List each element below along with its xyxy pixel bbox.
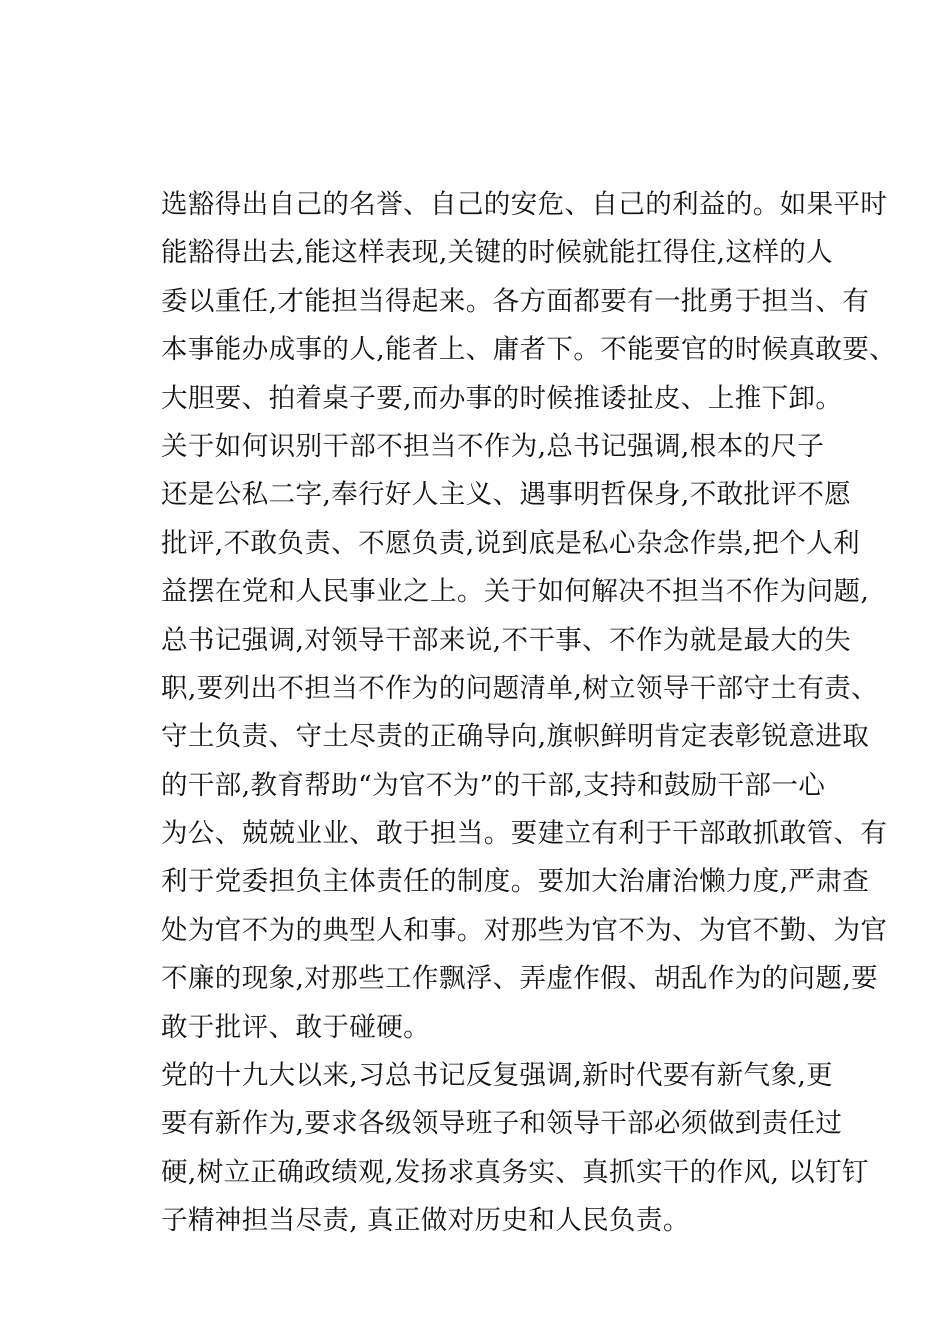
text-line: 本事能办成事的人,能者上、庸者下。不能要官的时候真敢要、 [161,334,897,366]
text-line: 大胆要、拍着桌子要,而办事的时候推诿扯皮、上推下卸。 [161,382,843,414]
paragraph [161,181,897,423]
text-line: 益摆在党和人民事业之上。关于如何解决不担当不作为问题, [161,576,870,608]
paragraph [161,423,888,1052]
text-line: 为公、兢兢业业、敢于担当。要建立有利于干部敢抓敢管、有 [161,818,888,850]
text-line: 处为官不为的典型人和事。对那些为官不为、为官不勤、为官 [161,914,888,946]
text-line: 关于如何识别干部不担当不作为,总书记强调,根本的尺子 [161,430,825,462]
document-body [161,181,897,1246]
text-line: 子精神担当尽责, 真正做对历史和人民负责。 [161,1205,690,1237]
text-line: 党的十九大以来,习总书记反复强调,新时代要有新气象,更 [161,1060,834,1092]
text-line: 守土负责、守土尽责的正确导向,旗帜鲜明肯定表彰锐意进取 [161,721,870,753]
text-line: 委以重任,才能担当得起来。各方面都要有一批勇于担当、有 [161,285,870,317]
text-line: 还是公私二字,奉行好人主义、遇事明哲保身,不敢批评不愿 [161,479,852,511]
text-line: 硬,树立正确政绩观,发扬求真务实、真抓实干的作风, 以钉钉 [161,1156,869,1188]
text-line: 敢于批评、敢于碰硬。 [161,1011,430,1043]
text-line: 要有新作为,要求各级领导班子和领导干部必须做到责任过 [161,1108,843,1140]
text-line: 不廉的现象,对那些工作飘浮、弄虚作假、胡乱作为的问题,要 [161,963,879,995]
text-line: 选豁得出自己的名誉、自己的安危、自己的利益的。如果平时 [161,189,888,220]
text-line: 职,要列出不担当不作为的问题清单,树立领导干部守土有责、 [161,672,879,704]
paragraph [161,1052,869,1246]
text-line: 利于党委担负主体责任的制度。要加大治庸治懒力度,严肃查 [161,866,870,898]
text-line: 总书记强调,对领导干部来说,不干事、不作为就是最大的失 [161,624,852,656]
text-line: 的干部,教育帮助“为官不为”的干部,支持和鼓励干部一心 [161,769,826,801]
text-line: 能豁得出去,能这样表现,关键的时候就能扛得住,这样的人 [161,237,834,269]
text-line: 批评,不敢负责、不愿负责,说到底是私心杂念作祟,把个人利 [161,527,860,559]
